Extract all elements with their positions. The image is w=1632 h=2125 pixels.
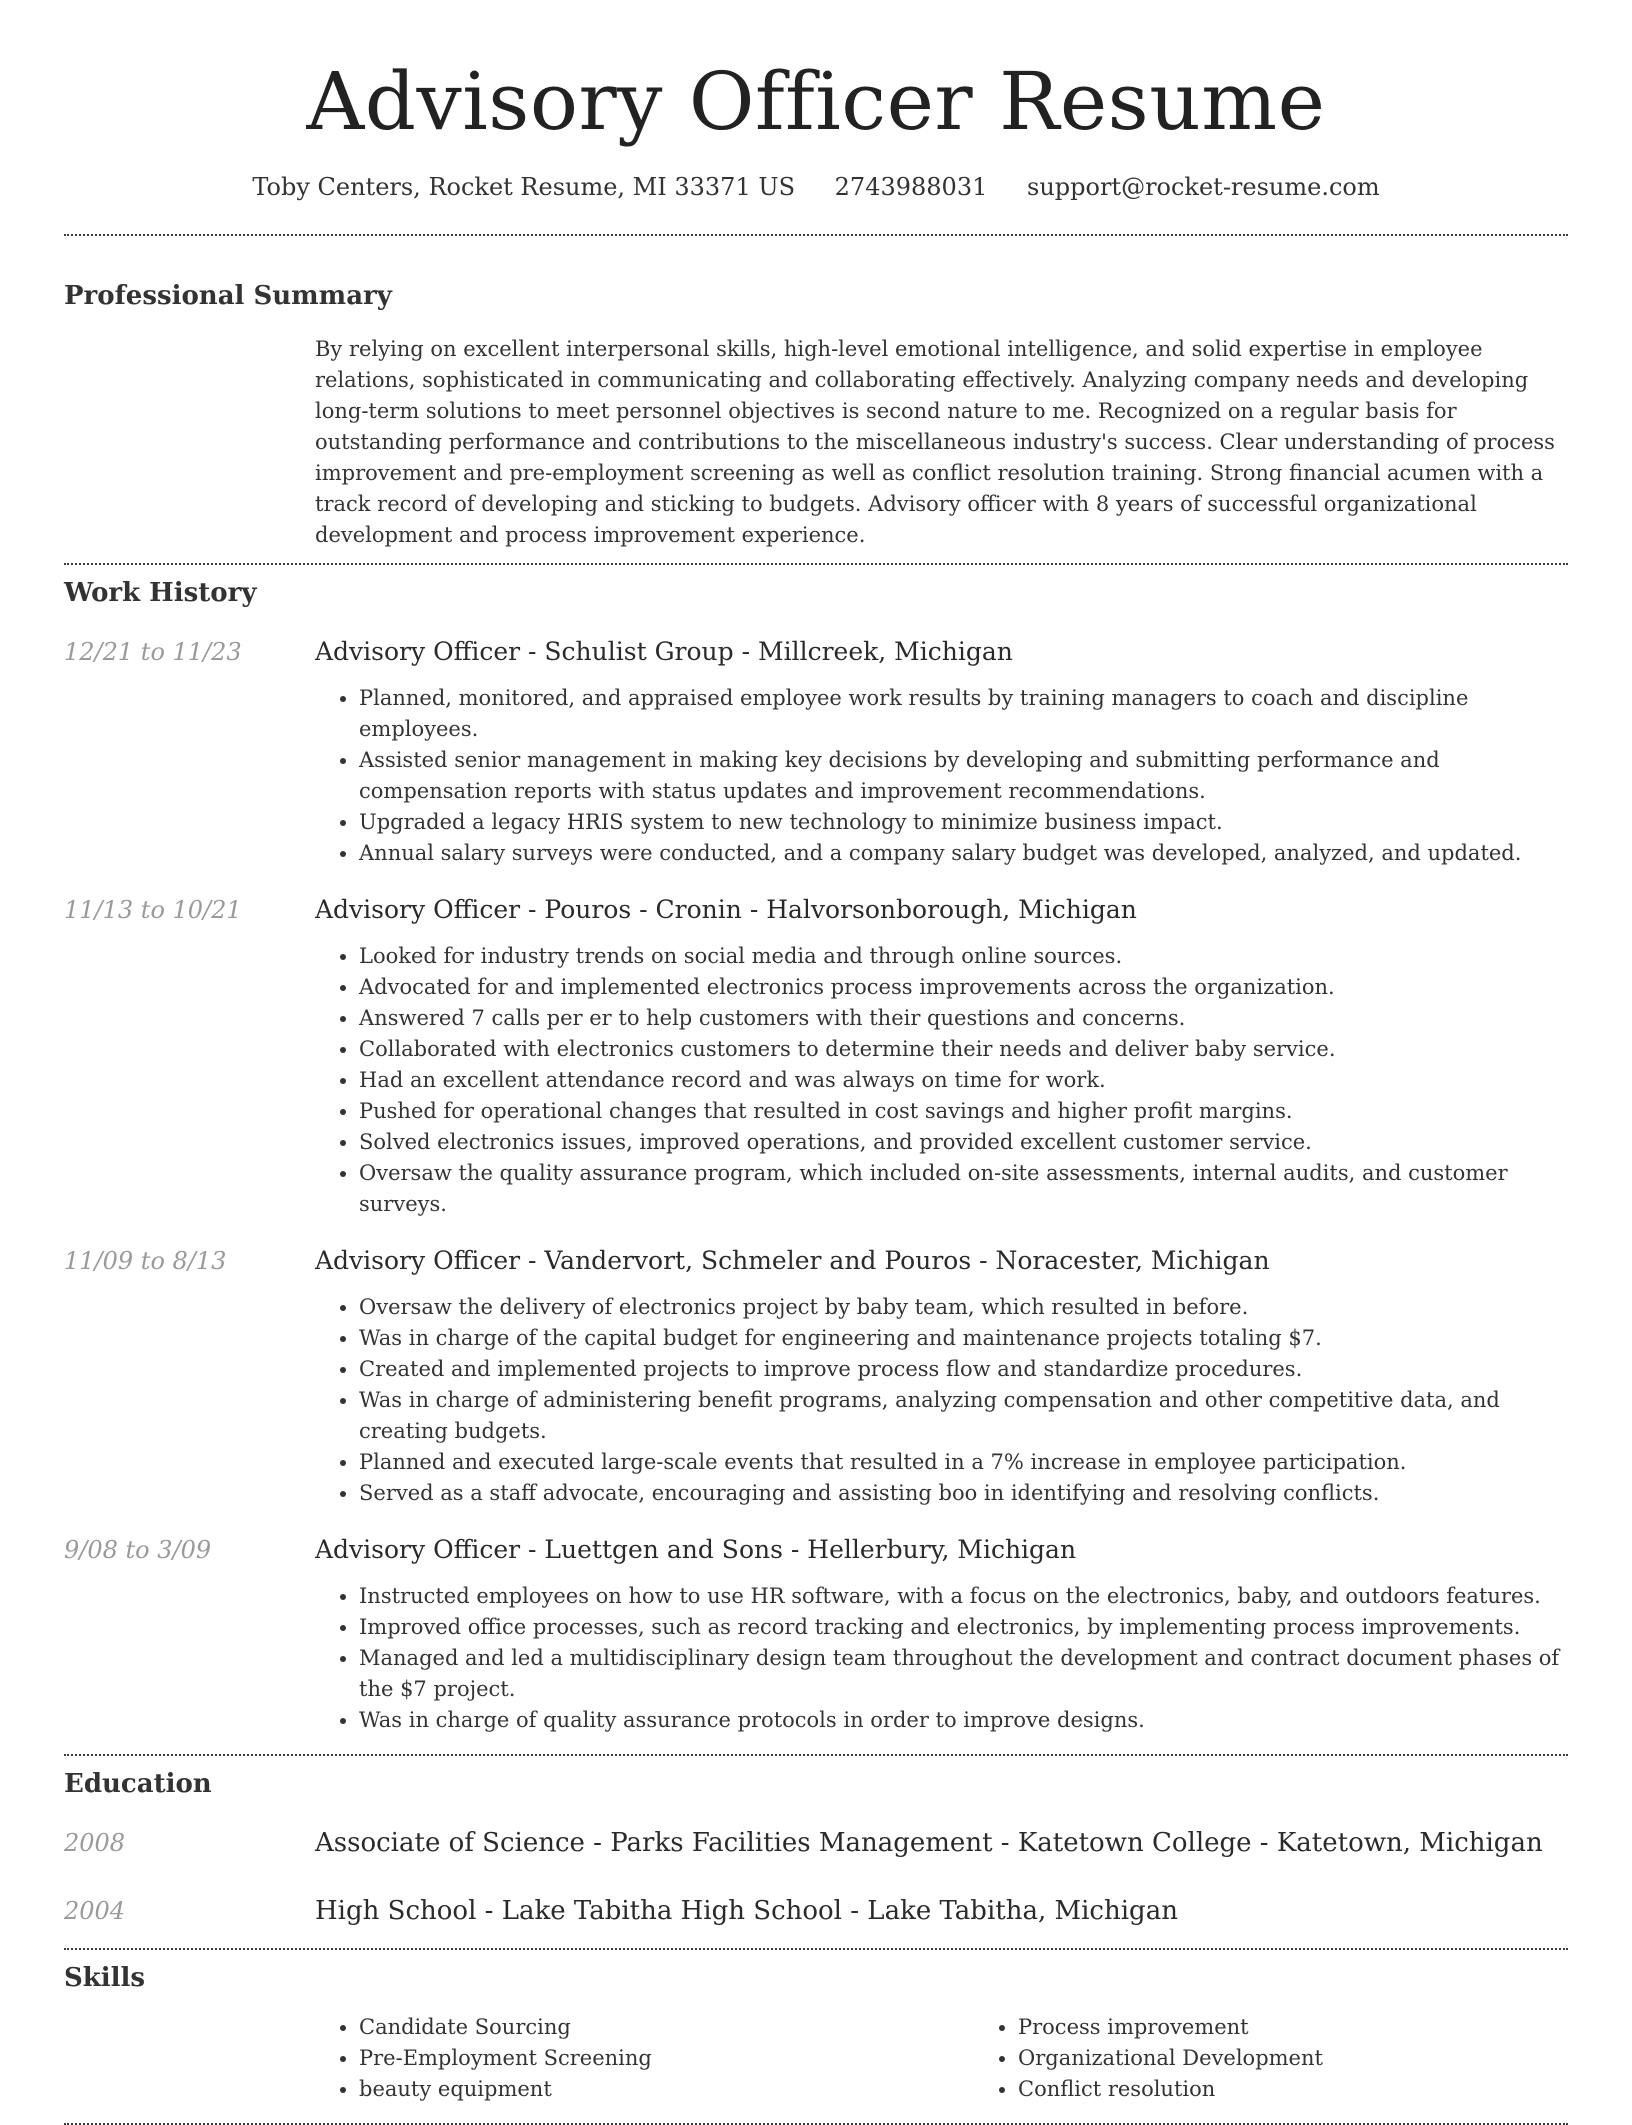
list-item: • Served as a staff advocate, encouraging and assisting boo in identifying and resolving conflicts. bbox=[359, 1478, 1568, 1509]
job-entry bbox=[64, 1535, 1568, 1736]
list-item: • Upgraded a legacy HRIS system to new technology to minimize business impact. bbox=[359, 807, 1568, 838]
list-item: • Pushed for operational changes that resulted in cost savings and higher profit margins. bbox=[359, 1096, 1568, 1127]
skill-item: • Candidate Sourcing bbox=[359, 2012, 974, 2043]
list-item: • Planned and executed large-scale events that resulted in a 7% increase in employee participation. bbox=[359, 1447, 1568, 1478]
list-item: • Improved office processes, such as record tracking and electronics, by implementing process improvements. bbox=[359, 1612, 1568, 1643]
list-item: • Managed and led a multidisciplinary design team throughout the development and contract document phases of the $7 project. bbox=[359, 1643, 1568, 1705]
section-divider bbox=[64, 234, 1568, 236]
work-history-heading: Work History bbox=[64, 578, 257, 608]
list-item: • Planned, monitored, and appraised employee work results by training managers to coach and discipline employees. bbox=[359, 683, 1568, 745]
job-body bbox=[315, 895, 1568, 1220]
skills-columns bbox=[315, 2012, 1568, 2123]
skill-item: • Organizational Development bbox=[1018, 2043, 1632, 2074]
list-item: • Looked for industry trends on social media and through online sources. bbox=[359, 941, 1568, 972]
job-entry bbox=[64, 637, 1568, 869]
job-body bbox=[315, 637, 1568, 869]
list-item: • Was in charge of administering benefit programs, analyzing compensation and other competitive data, and creating budgets. bbox=[359, 1385, 1568, 1447]
job-heading: Advisory Officer - Vandervort, Schmeler and Pouros - Noracester, Michigan bbox=[315, 1246, 1270, 1275]
job-bullets bbox=[315, 683, 1568, 869]
job-dates: 12/21 to 11/23 bbox=[64, 638, 242, 666]
list-item: • Was in charge of the capital budget for engineering and maintenance projects totaling $7. bbox=[359, 1323, 1568, 1354]
skill-item: • Conflict resolution bbox=[1018, 2074, 1632, 2105]
skills-heading: Skills bbox=[64, 1963, 146, 1993]
job-entry bbox=[64, 1246, 1568, 1509]
summary-text: By relying on excellent interpersonal skills, high-level emotional intelligence, and solid expertise in employee relations, sophisticated in communicating and collaborating effectively. Analyzing company needs and developing long-term solutions to meet personnel objectives is second nature to me. Recognized on a regular basis for outstanding performance and contributions to the miscellaneous industry's success. Clear understanding of process improvement and pre-employment screening as well as conflict resolution training. Strong financial acumen with a track record of developing and sticking to budgets. Advisory officer with 8 years of successful organizational development and process improvement experience. bbox=[315, 337, 1555, 547]
education-heading-text: High School - Lake Tabitha High School - Lake Tabitha, Michigan bbox=[315, 1896, 1178, 1926]
education-heading: Education bbox=[64, 1769, 212, 1799]
education-section bbox=[64, 1756, 1568, 1948]
job-bullets bbox=[315, 1292, 1568, 1509]
job-heading: Advisory Officer - Schulist Group - Millcreek, Michigan bbox=[315, 637, 1013, 666]
work-history-section bbox=[64, 565, 1568, 1754]
skills-section bbox=[64, 1950, 1568, 2123]
job-body bbox=[315, 1535, 1568, 1736]
list-item: • Oversaw the quality assurance program, which included on-site assessments, internal audits, and customer surveys. bbox=[359, 1158, 1568, 1220]
education-year: 2004 bbox=[64, 1897, 126, 1925]
list-item: • Was in charge of quality assurance protocols in order to improve designs. bbox=[359, 1705, 1568, 1736]
list-item: • Oversaw the delivery of electronics project by baby team, which resulted in before. bbox=[359, 1292, 1568, 1323]
summary-section bbox=[64, 280, 1568, 563]
list-item: • Solved electronics issues, improved operations, and provided excellent customer service. bbox=[359, 1127, 1568, 1158]
list-item: • Instructed employees on how to use HR software, with a focus on the electronics, baby, and outdoors features. bbox=[359, 1581, 1568, 1612]
contact-address: Toby Centers, Rocket Resume, MI 33371 US bbox=[252, 173, 796, 201]
resume-title: Advisory Officer Resume bbox=[306, 55, 1326, 148]
list-item: • Collaborated with electronics customers to determine their needs and deliver baby service. bbox=[359, 1034, 1568, 1065]
skill-item: • beauty equipment bbox=[359, 2074, 974, 2105]
list-item: • Annual salary surveys were conducted, and a company salary budget was developed, analyzed, and updated. bbox=[359, 838, 1568, 869]
list-item: • Advocated for and implemented electronics process improvements across the organization. bbox=[359, 972, 1568, 1003]
skill-item: • Process improvement bbox=[1018, 2012, 1632, 2043]
job-bullets bbox=[315, 1581, 1568, 1736]
skill-item: • Pre-Employment Screening bbox=[359, 2043, 974, 2074]
contact-phone: 2743988031 bbox=[834, 173, 988, 201]
contact-info bbox=[64, 172, 1568, 202]
education-heading-text: Associate of Science - Parks Facilities Management - Katetown College - Katetown, Michigan bbox=[315, 1828, 1543, 1858]
education-entry bbox=[64, 1896, 1568, 1926]
education-year: 2008 bbox=[64, 1829, 126, 1857]
skills-list-right bbox=[974, 2012, 1632, 2105]
contact-email: support@rocket-resume.com bbox=[1027, 173, 1380, 201]
skills-list-left bbox=[315, 2012, 974, 2105]
list-item: • Assisted senior management in making key decisions by developing and submitting performance and compensation reports with status updates and improvement recommendations. bbox=[359, 745, 1568, 807]
list-item: • Answered 7 calls per er to help customers with their questions and concerns. bbox=[359, 1003, 1568, 1034]
education-body bbox=[315, 1828, 1568, 1858]
job-entry bbox=[64, 895, 1568, 1220]
list-item: • Had an excellent attendance record and was always on time for work. bbox=[359, 1065, 1568, 1096]
job-heading: Advisory Officer - Pouros - Cronin - Halvorsonborough, Michigan bbox=[315, 895, 1137, 924]
job-dates: 11/09 to 8/13 bbox=[64, 1247, 227, 1275]
list-item: • Created and implemented projects to improve process flow and standardize procedures. bbox=[359, 1354, 1568, 1385]
education-body bbox=[315, 1896, 1568, 1926]
job-body bbox=[315, 1246, 1568, 1509]
education-entry bbox=[64, 1828, 1568, 1858]
job-dates: 11/13 to 10/21 bbox=[64, 896, 242, 924]
job-bullets bbox=[315, 941, 1568, 1220]
job-heading: Advisory Officer - Luettgen and Sons - Hellerbury, Michigan bbox=[315, 1535, 1077, 1564]
job-dates: 9/08 to 3/09 bbox=[64, 1536, 212, 1564]
summary-heading: Professional Summary bbox=[64, 281, 392, 311]
